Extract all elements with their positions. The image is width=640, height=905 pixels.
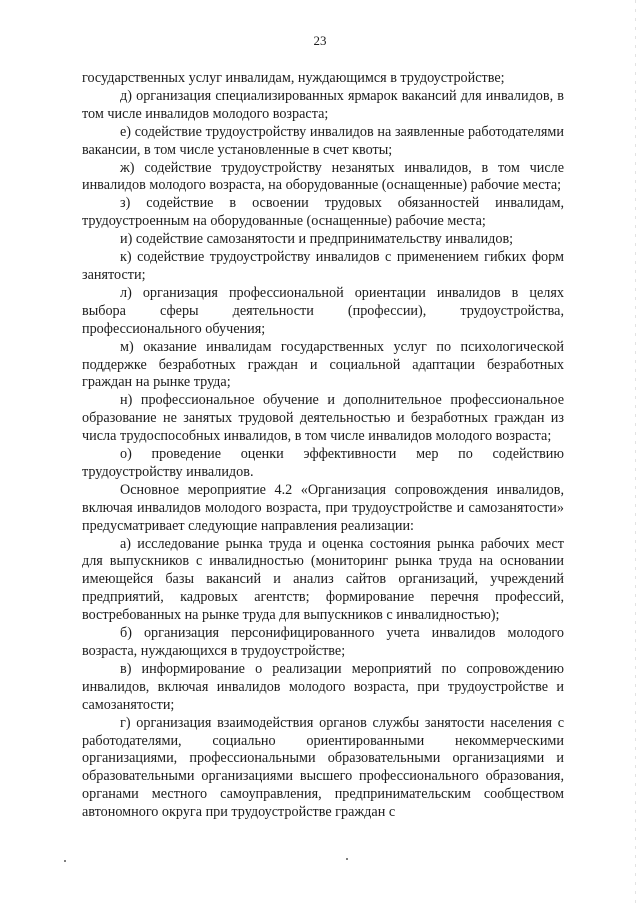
paragraph: г) организация взаимодействия органов службы занятости населения с работодателями, социально ориентированными некоммерческими организациями, профессиональными образовательными организациями и образовательными организациями высшего профессионального образования, органами местного самоуправления, предпринимательским сообществом автономного округа при трудоустройстве граждан с (82, 714, 564, 821)
paragraph: в) информирование о реализации мероприятий по сопровождению инвалидов, включая инвалидов молодого возраста, при трудоустройстве и самозанятости; (82, 660, 564, 713)
scan-speck (346, 858, 348, 860)
paragraph: Основное мероприятие 4.2 «Организация сопровождения инвалидов, включая инвалидов молодого возраста, при трудоустройстве и самозанятости» предусматривает следующие направления реализации: (82, 481, 564, 534)
paragraph: государственных услуг инвалидам, нуждающимся в трудоустройстве; (82, 70, 505, 86)
scan-speck (64, 860, 66, 862)
paragraph: ж) содействие трудоустройству незанятых инвалидов, в том числе инвалидов молодого возраста, на оборудованные (оснащенные) рабочие места; (82, 159, 564, 194)
paragraph: м) оказание инвалидам государственных услуг по психологической поддержке безработных граждан и социальной адаптации безработных граждан на рынке труда; (82, 338, 564, 391)
paragraph: и) содействие самозанятости и предпринимательству инвалидов; (120, 231, 514, 248)
paragraph: б) организация персонифицированного учета инвалидов молодого возраста, нуждающихся в трудоустройстве; (82, 625, 564, 659)
paragraph: а) исследование рынка труда и оценка состояния рынка рабочих мест для выпускников с инвалидностью (мониторинг рынка труда на основании имеющейся базы вакансий и анализ сайтов организаций, учреждений предприятий, кадровых агентств; формирование перечня профессий, востребованных на рынке труда для выпускников с инвалидностью); (82, 535, 564, 624)
paragraph: д) организация специализированных ярмарок вакансий для инвалидов, в том числе инвалидов молодого возраста; (82, 87, 564, 122)
scan-edge-artifact (635, 0, 636, 905)
document-body (82, 70, 564, 822)
paragraph: о) проведение оценки эффективности мер по содействию трудоустройству инвалидов. (82, 446, 564, 480)
paragraph: з) содействие в освоении трудовых обязанностей инвалидам, трудоустроенным на оборудованные (оснащенные) рабочие места; (82, 195, 564, 230)
paragraph: н) профессиональное обучение и дополнительное профессиональное образование не занятых трудовой деятельностью и безработных граждан из числа трудоспособных инвалидов, в том числе инвалидов молодого возраста; (82, 392, 564, 445)
page-number: 23 (313, 33, 327, 48)
paragraph: к) содействие трудоустройству инвалидов с применением гибких форм занятости; (82, 249, 564, 283)
paragraph: е) содействие трудоустройству инвалидов на заявленные работодателями вакансии, в том числе установленные в счет квоты; (82, 123, 564, 158)
paragraph: л) организация профессиональной ориентации инвалидов в целях выбора сферы деятельности (профессии), трудоустройства, профессионального обучения; (82, 284, 564, 337)
